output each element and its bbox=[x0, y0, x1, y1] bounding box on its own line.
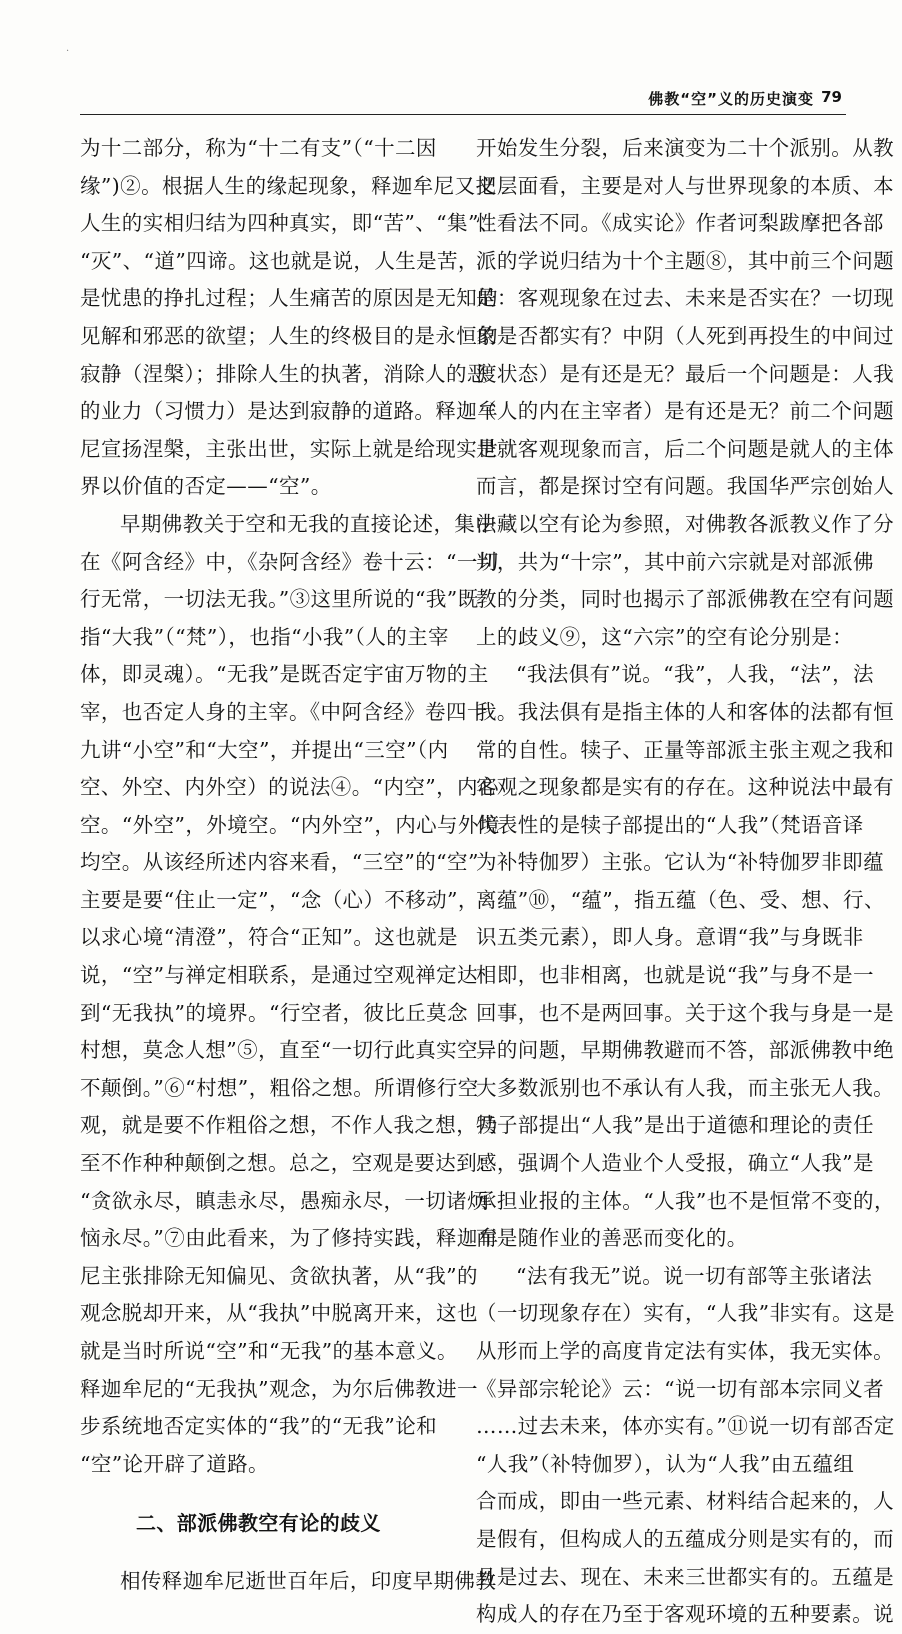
text-line: 步系统地否定实体的“我”的“无我”论和 bbox=[80, 1414, 438, 1439]
text-line: 是假有，但构成人的五蕴成分则是实有的，而 bbox=[476, 1526, 894, 1551]
text-line: 相即，也非相离，也就是说“我”与身不是一 bbox=[476, 963, 874, 988]
text-line: 说，“空”与禅定相联系，是通过空观禅定达 bbox=[80, 963, 478, 988]
text-line: 行无常，一切法无我。”③这里所说的“我”既 bbox=[80, 587, 479, 612]
text-line: 在《阿含经》中，《杂阿含经》卷十云：“一切 bbox=[80, 549, 499, 574]
text-line: “人我”（补特伽罗），认为“人我”由五蕴组 bbox=[476, 1451, 855, 1476]
text-line: 相传释迦牟尼逝世百年后，印度早期佛教 bbox=[120, 1569, 497, 1594]
text-line: 为补特伽罗）主张。它认为“补特伽罗非即蕴 bbox=[476, 850, 884, 875]
text-line: 寂静（涅槃）；排除人生的执著，消除人的恶 bbox=[80, 361, 488, 386]
text-line: 缘”)②。根据人生的缘起现象，释迦牟尼又把 bbox=[80, 173, 497, 198]
text-line: 空。“外空”，外境空。“内外空”，内心与外境 bbox=[80, 812, 500, 837]
text-line: 常的自性。犊子、正量等部派主张主观之我和 bbox=[476, 737, 894, 762]
text-line: 象是否都实有？中阴（人死到再投生的中间过 bbox=[476, 323, 894, 348]
text-line: 而是随作业的善恶而变化的。 bbox=[476, 1226, 748, 1251]
text-line: 见解和邪恶的欲望；人生的终极目的是永恒的 bbox=[80, 323, 498, 348]
text-line: 为十二部分，称为“十二有支”（“十二因 bbox=[80, 136, 437, 160]
text-line: 教的分类，同时也揭示了部派佛教在空有问题 bbox=[476, 587, 894, 612]
text-line: 人生的实相归结为四种真实，即“苦”、“集”、 bbox=[80, 211, 500, 236]
page-number: 79 bbox=[821, 88, 842, 106]
text-line: 的业力（习惯力）是达到寂静的道路。释迦牟 bbox=[80, 399, 498, 424]
text-line: “灭”、“道”四谛。这也就是说，人生是苦， bbox=[80, 248, 479, 273]
text-line: 就是当时所说“空”和“无我”的基本意义。 bbox=[80, 1339, 458, 1363]
scan-corner-mark: · bbox=[66, 46, 70, 57]
text-line: 九讲“小空”和“大空”，并提出“三空”（内 bbox=[80, 737, 449, 762]
text-line: “贪欲永尽，瞋恚永尽，愚痴永尽，一切诸烦 bbox=[80, 1188, 488, 1213]
text-line: 客观之现象都是实有的存在。这种说法中最有 bbox=[476, 775, 894, 800]
text-line: 观，就是要不作粗俗之想，不作人我之想，乃 bbox=[80, 1113, 498, 1138]
text-line: 指“大我”（“梵”），也指“小我”（人的主宰 bbox=[80, 624, 449, 649]
text-line: 界以价值的否定——“空”。 bbox=[80, 474, 332, 499]
text-line: 尼主张排除无知偏见、贪欲执著，从“我”的 bbox=[80, 1263, 478, 1288]
text-line: 派的学说归结为十个主题⑧，其中前三个问题 bbox=[476, 248, 894, 273]
text-line: 判，共为“十宗”，其中前六宗就是对部派佛 bbox=[476, 549, 874, 574]
text-line: 以求心境“清澄”，符合“正知”。这也就是 bbox=[80, 925, 458, 950]
text-line: 至不作种种颠倒之想。总之，空观是要达到： bbox=[80, 1151, 498, 1176]
text-line: 构成人的存在乃至于客观环境的五种要素。说 bbox=[476, 1602, 894, 1627]
text-line: 感，强调个人造业个人受报，确立“人我”是 bbox=[476, 1151, 874, 1176]
text-line: 主要是要“住止一定”，“念（心）不移动”， bbox=[80, 887, 479, 912]
running-title: 佛教“空”义的历史演变 bbox=[648, 90, 814, 108]
header-rule bbox=[80, 114, 846, 115]
left-column bbox=[80, 130, 500, 1601]
text-line: 从形而上学的高度肯定法有实体，我无实体。 bbox=[476, 1339, 894, 1363]
text-line: 是忧患的挣扎过程；人生痛苦的原因是无知的 bbox=[80, 286, 498, 311]
text-line: 早期佛教关于空和无我的直接论述，集中 bbox=[120, 511, 497, 536]
text-line: 法藏以空有论为参照，对佛教各派教义作了分 bbox=[476, 511, 894, 536]
text-line: 是：客观现象在过去、未来是否实在？一切现 bbox=[476, 286, 894, 311]
text-line: 代表性的是犊子部提出的“人我”（梵语音译 bbox=[476, 812, 864, 837]
running-header bbox=[0, 84, 902, 116]
text-line: （一切现象存在）实有，“人我”非实有。这是 bbox=[476, 1301, 895, 1326]
text-line: 观念脱却开来，从“我执”中脱离开来，这也 bbox=[80, 1301, 478, 1326]
text-line: 异的问题，早期佛教避而不答，部派佛教中绝 bbox=[476, 1038, 894, 1063]
text-line: 恼永尽。”⑦由此看来，为了修持实践，释迦牟 bbox=[80, 1226, 499, 1251]
text-line: 回事，也不是两回事。关于这个我与身是一是 bbox=[476, 1000, 894, 1025]
text-line: （人的内在主宰者）是有还是无？前二个问题 bbox=[476, 399, 894, 424]
text-line: “法有我无”说。说一切有部等主张诸法 bbox=[516, 1263, 873, 1288]
text-line: ……过去未来，体亦实有。”⑪说一切有部否定 bbox=[476, 1414, 895, 1439]
text-line: 宰，也否定人身的主宰。《中阿含经》卷四十 bbox=[80, 699, 488, 724]
text-line: 体，即灵魂）。“无我”是既否定宇宙万物的主 bbox=[80, 662, 489, 687]
text-line: 而言，都是探讨空有问题。我国华严宗创始人 bbox=[476, 474, 894, 499]
text-line: 开始发生分裂，后来演变为二十个派别。从教 bbox=[476, 136, 894, 160]
text-line: 且是过去、现在、未来三世都实有的。五蕴是 bbox=[476, 1564, 894, 1589]
text-line: 均空。从该经所述内容来看，“三空”的“空” bbox=[80, 850, 479, 875]
section-heading: 二、部派佛教空有论的歧义 bbox=[136, 1511, 381, 1536]
text-line: “我法俱有”说。“我”，人我，“法”，法 bbox=[516, 662, 874, 687]
text-line: 上的歧义⑨，这“六宗”的空有论分别是： bbox=[476, 624, 854, 649]
text-line: 空、外空、内外空）的说法④。“内空”，内心 bbox=[80, 775, 499, 800]
text-line: 《异部宗轮论》云：“说一切有部本宗同义者 bbox=[476, 1376, 884, 1401]
text-line: 大多数派别也不承认有人我，而主张无人我。 bbox=[476, 1075, 894, 1100]
text-line: 村想，莫念人想”⑤，直至“一切行此真实空 bbox=[80, 1038, 478, 1063]
text-line: 是就客观现象而言，后二个问题是就人的主体 bbox=[476, 436, 894, 461]
text-line: 渡状态）是有还是无？最后一个问题是：人我 bbox=[476, 361, 894, 386]
text-line: 到“无我执”的境界。“行空者，彼比丘莫念 bbox=[80, 1000, 468, 1025]
text-line: 义层面看，主要是对人与世界现象的本质、本 bbox=[476, 173, 894, 198]
text-line: 识五类元素），即人身。意谓“我”与身既非 bbox=[476, 925, 864, 950]
text-line: 合而成，即由一些元素、材料结合起来的，人 bbox=[476, 1489, 894, 1514]
text-line: 性看法不同。《成实论》作者诃梨跋摩把各部 bbox=[476, 211, 884, 236]
text-line: 尼宣扬涅槃，主张出世，实际上就是给现实世 bbox=[80, 436, 498, 461]
text-line: 释迦牟尼的“无我执”观念，为尔后佛教进一 bbox=[80, 1376, 478, 1401]
text-line: “空”论开辟了道路。 bbox=[80, 1451, 269, 1476]
text-line: 我。我法俱有是指主体的人和客体的法都有恒 bbox=[476, 699, 894, 724]
text-line: 犊子部提出“人我”是出于道德和理论的责任 bbox=[476, 1113, 874, 1138]
text-line: 承担业报的主体。“人我”也不是恒常不变的， bbox=[476, 1188, 895, 1213]
text-line: 不颠倒。”⑥“村想”，粗俗之想。所谓修行空 bbox=[80, 1075, 479, 1100]
right-column bbox=[476, 130, 895, 1634]
text-line: 离蕴”⑩，“蕴”，指五蕴（色、受、想、行、 bbox=[476, 887, 885, 912]
